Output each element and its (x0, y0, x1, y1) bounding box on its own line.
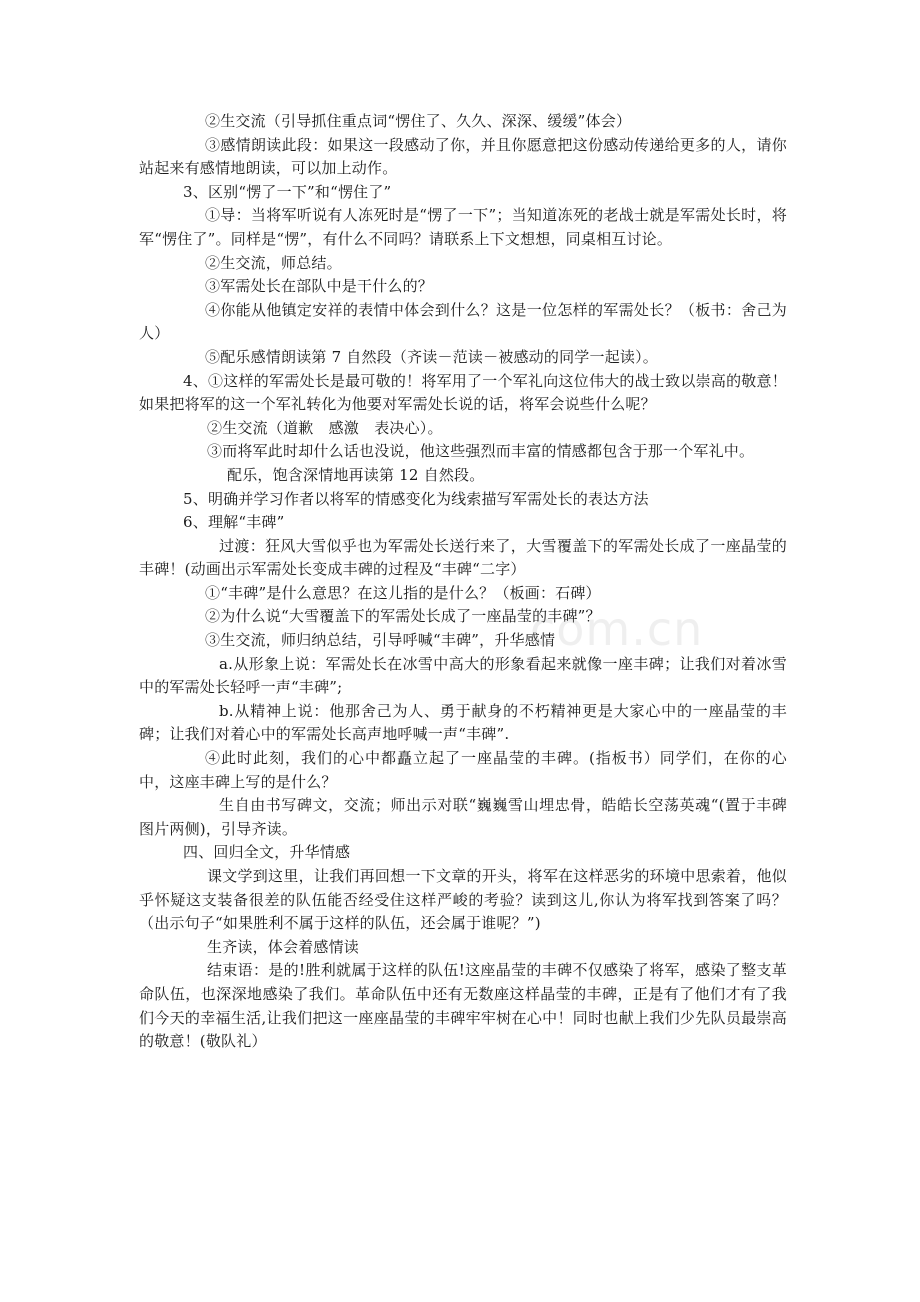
paragraph: b.从精神上说：他那舍己为人、勇于献身的不朽精神更是大家心中的一座晶莹的丰碑；让我们对着心中的军需处长高声地呼喊一声“丰碑”. (139, 701, 787, 744)
section-heading: 4、①这样的军需处长是最可敬的！将军用了一个军礼向这位伟大的战士致以崇高的敬意！如果把将军的这一个军礼转化为他要对军需处长说的话，将军会说些什么呢？ (139, 371, 787, 414)
paragraph: ③军需处长在部队中是干什么的？ (205, 277, 434, 296)
paragraph: ③感情朗读此段：如果这一段感动了你，并且你愿意把这份感动传递给更多的人，请你站起来有感情地朗读，可以加上动作。 (139, 135, 787, 178)
section-heading: 5、明确并学习作者以将军的情感变化为线索描写军需处长的表达方法 (183, 489, 649, 508)
watermark: com.cn (530, 602, 704, 656)
section-heading: 3、区别“愣了一下”和“愣住了” (183, 182, 392, 201)
paragraph: ③生交流，师归纳总结，引导呼喊“丰碑”，升华感情 (205, 631, 556, 650)
paragraph: ②生交流（引导抓住重点词“愣住了、久久、深深、缓缓”体会） (205, 112, 632, 130)
paragraph: ④你能从他镇定安祥的表情中体会到什么？这是一位怎样的军需处长？（板书：舍己为人） (139, 300, 787, 343)
paragraph: ⑤配乐感情朗读第 7 自然段（齐读－范读－被感动的同学一起读）。 (205, 347, 658, 366)
paragraph: 生齐读，体会着感情读 (207, 937, 360, 956)
document-body (139, 110, 787, 1054)
paragraph: 过渡：狂风大雪似乎也为军需处长送行来了，大雪覆盖下的军需处长成了一座晶莹的丰碑！(动画出示军需处长变成丰碑的过程及“丰碑“二字） (139, 536, 787, 579)
paragraph: a.从形象上说：军需处长在冰雪中高大的形象看起来就像一座丰碑；让我们对着冰雪中的军需处长轻呼一声“丰碑”; (139, 654, 787, 697)
paragraph: ①导：当将军听说有人冻死时是“愣了一下”；当知道冻死的老战士就是军需处长时，将军“愣住了”。同样是“愣”，有什么不同吗？请联系上下文想想，同桌相互讨论。 (139, 206, 787, 248)
paragraph: ④此时此刻，我们的心中都矗立起了一座晶莹的丰碑。(指板书）同学们，在你的心中，这座丰碑上写的是什么？ (139, 749, 787, 791)
paragraph: ③而将军此时却什么话也没说，他这些强烈而丰富的情感都包含于那一个军礼中。 (207, 442, 755, 461)
section-heading: 四、回归全文，升华情感 (183, 843, 351, 862)
paragraph: 结束语：是的!胜利就属于这样的队伍!这座晶莹的丰碑不仅感染了将军，感染了整支革命队伍，也深深地感染了我们。革命队伍中还有无数座这样晶莹的丰碑，正是有了他们才有了我们今天的幸福生活,让我们把这一座座晶莹的丰碑牢牢树在心中！同时也献上我们少先队员最崇高的敬意！(敬队礼） (139, 961, 787, 1051)
paragraph: 配乐，饱含深情地再读第 12 自然段。 (227, 465, 485, 484)
paragraph: 生自由书写碑文，交流；师出示对联“巍巍雪山埋忠骨，皓皓长空荡英魂“(置于丰碑图片两侧)，引导齐读。 (139, 796, 787, 838)
paragraph: ①“丰碑”是什么意思？在这儿指的是什么？（板画：石碑） (205, 583, 601, 602)
paragraph: ②生交流，师总结。 (205, 253, 342, 272)
paragraph: 课文学到这里，让我们再回想一下文章的开头，将军在这样恶劣的环境中思索着，他似乎怀疑这支装备很差的队伍能否经受住这样严峻的考验？读到这儿,你认为将军找到答案了吗？（出示句子“如果胜利不属于这样的队伍，还会属于谁呢？”) (139, 867, 787, 933)
paragraph: ②为什么说“大雪覆盖下的军需处长成了一座晶莹的丰碑”？ (205, 607, 601, 626)
section-heading: 6、理解“丰碑” (183, 513, 285, 532)
paragraph: ②生交流（道歉 感激 表决心）。 (207, 418, 443, 437)
